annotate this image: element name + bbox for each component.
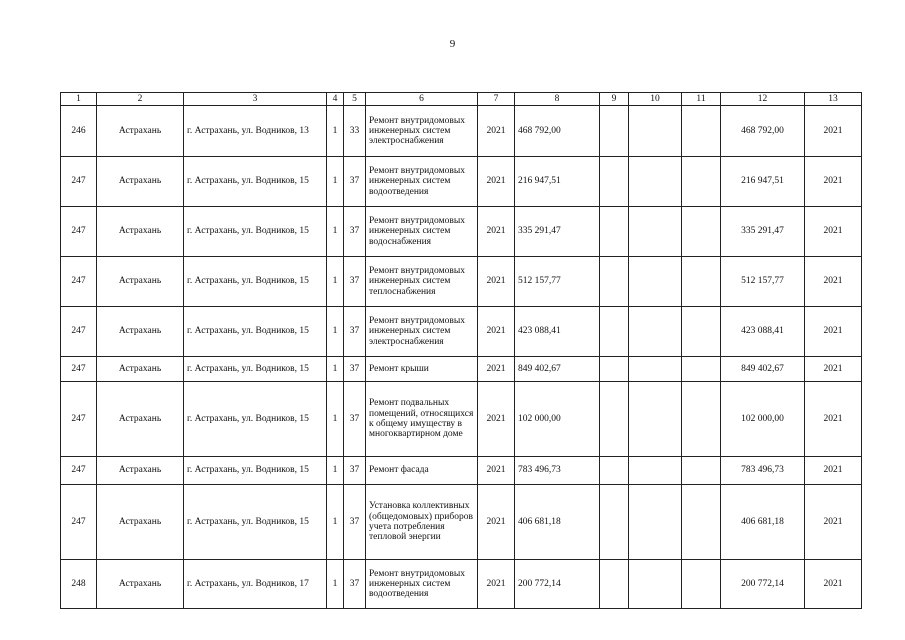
col4-cell: 1 (327, 207, 344, 257)
total-cell: 783 496,73 (721, 457, 805, 485)
amount-cell: 216 947,51 (515, 157, 600, 207)
column-number: 13 (805, 93, 862, 106)
year-cell: 2021 (478, 382, 515, 457)
col4-cell: 1 (327, 357, 344, 382)
column-number: 3 (184, 93, 327, 106)
year-cell: 2021 (478, 485, 515, 560)
address-cell: г. Астрахань, ул. Водников, 15 (184, 485, 327, 560)
table-row (61, 207, 862, 257)
col5-cell: 37 (344, 207, 366, 257)
work-type-cell: Ремонт внутридомовых инженерных систем водоотведения (366, 157, 478, 207)
table-row (61, 382, 862, 457)
amount-cell: 335 291,47 (515, 207, 600, 257)
col11-cell (682, 457, 721, 485)
col10-cell (629, 485, 682, 560)
col9-cell (600, 457, 629, 485)
amount-cell: 783 496,73 (515, 457, 600, 485)
total-cell: 512 157,77 (721, 257, 805, 307)
col5-cell: 37 (344, 157, 366, 207)
year-cell: 2021 (478, 207, 515, 257)
col11-cell (682, 207, 721, 257)
city-cell: Астрахань (97, 106, 184, 157)
col5-cell: 37 (344, 357, 366, 382)
total-cell: 200 772,14 (721, 560, 805, 609)
col11-cell (682, 106, 721, 157)
city-cell: Астрахань (97, 307, 184, 357)
address-cell: г. Астрахань, ул. Водников, 15 (184, 382, 327, 457)
end-year-cell: 2021 (805, 307, 862, 357)
work-type-cell: Установка коллективных (общедомовых) приборов учета потребления тепловой энергии (366, 485, 478, 560)
col11-cell (682, 307, 721, 357)
col10-cell (629, 307, 682, 357)
col9-cell (600, 382, 629, 457)
work-type-cell: Ремонт внутридомовых инженерных систем теплоснабжения (366, 257, 478, 307)
col9-cell (600, 485, 629, 560)
col4-cell: 1 (327, 382, 344, 457)
col4-cell: 1 (327, 307, 344, 357)
address-cell: г. Астрахань, ул. Водников, 17 (184, 560, 327, 609)
end-year-cell: 2021 (805, 382, 862, 457)
col5-cell: 33 (344, 106, 366, 157)
year-cell: 2021 (478, 560, 515, 609)
column-number: 8 (515, 93, 600, 106)
table-row (61, 257, 862, 307)
city-cell: Астрахань (97, 457, 184, 485)
col9-cell (600, 560, 629, 609)
address-cell: г. Астрахань, ул. Водников, 13 (184, 106, 327, 157)
col10-cell (629, 207, 682, 257)
amount-cell: 406 681,18 (515, 485, 600, 560)
address-cell: г. Астрахань, ул. Водников, 15 (184, 307, 327, 357)
col4-cell: 1 (327, 485, 344, 560)
capital-repair-table (60, 92, 862, 609)
city-cell: Астрахань (97, 357, 184, 382)
col5-cell: 37 (344, 257, 366, 307)
total-cell: 335 291,47 (721, 207, 805, 257)
city-cell: Астрахань (97, 257, 184, 307)
address-cell: г. Астрахань, ул. Водников, 15 (184, 457, 327, 485)
table-row (61, 106, 862, 157)
column-number: 1 (61, 93, 97, 106)
row-number: 247 (61, 307, 97, 357)
total-cell: 468 792,00 (721, 106, 805, 157)
city-cell: Астрахань (97, 560, 184, 609)
work-type-cell: Ремонт внутридомовых инженерных систем электроснабжения (366, 307, 478, 357)
col10-cell (629, 560, 682, 609)
work-type-cell: Ремонт фасада (366, 457, 478, 485)
column-number: 7 (478, 93, 515, 106)
col11-cell (682, 257, 721, 307)
end-year-cell: 2021 (805, 157, 862, 207)
col11-cell (682, 560, 721, 609)
end-year-cell: 2021 (805, 207, 862, 257)
column-number: 2 (97, 93, 184, 106)
total-cell: 406 681,18 (721, 485, 805, 560)
col9-cell (600, 157, 629, 207)
amount-cell: 102 000,00 (515, 382, 600, 457)
col10-cell (629, 106, 682, 157)
table-row (61, 457, 862, 485)
table-row (61, 157, 862, 207)
column-number: 4 (327, 93, 344, 106)
page-number: 9 (449, 38, 456, 50)
col10-cell (629, 457, 682, 485)
col5-cell: 37 (344, 307, 366, 357)
table-row (61, 485, 862, 560)
year-cell: 2021 (478, 157, 515, 207)
row-number: 247 (61, 257, 97, 307)
col11-cell (682, 485, 721, 560)
col10-cell (629, 357, 682, 382)
city-cell: Астрахань (97, 382, 184, 457)
column-number: 11 (682, 93, 721, 106)
table-row (61, 307, 862, 357)
amount-cell: 849 402,67 (515, 357, 600, 382)
address-cell: г. Астрахань, ул. Водников, 15 (184, 207, 327, 257)
col9-cell (600, 357, 629, 382)
end-year-cell: 2021 (805, 106, 862, 157)
row-number: 247 (61, 157, 97, 207)
year-cell: 2021 (478, 457, 515, 485)
amount-cell: 512 157,77 (515, 257, 600, 307)
column-number: 12 (721, 93, 805, 106)
table-row (61, 357, 862, 382)
col4-cell: 1 (327, 106, 344, 157)
col5-cell: 37 (344, 457, 366, 485)
work-type-cell: Ремонт внутридомовых инженерных систем водоснабжения (366, 207, 478, 257)
table-row (61, 560, 862, 609)
col10-cell (629, 257, 682, 307)
row-number: 248 (61, 560, 97, 609)
work-type-cell: Ремонт внутридомовых инженерных систем электроснабжения (366, 106, 478, 157)
column-number: 9 (600, 93, 629, 106)
work-type-cell: Ремонт подвальных помещений, относящихся к общему имуществу в многоквартирном доме (366, 382, 478, 457)
row-number: 246 (61, 106, 97, 157)
work-type-cell: Ремонт крыши (366, 357, 478, 382)
end-year-cell: 2021 (805, 560, 862, 609)
col5-cell: 37 (344, 382, 366, 457)
table-body (61, 106, 862, 609)
column-number: 5 (344, 93, 366, 106)
amount-cell: 468 792,00 (515, 106, 600, 157)
total-cell: 423 088,41 (721, 307, 805, 357)
year-cell: 2021 (478, 307, 515, 357)
year-cell: 2021 (478, 106, 515, 157)
end-year-cell: 2021 (805, 357, 862, 382)
col11-cell (682, 382, 721, 457)
address-cell: г. Астрахань, ул. Водников, 15 (184, 157, 327, 207)
col9-cell (600, 207, 629, 257)
col9-cell (600, 307, 629, 357)
amount-cell: 200 772,14 (515, 560, 600, 609)
work-type-cell: Ремонт внутридомовых инженерных систем водоотведения (366, 560, 478, 609)
end-year-cell: 2021 (805, 457, 862, 485)
row-number: 247 (61, 485, 97, 560)
row-number: 247 (61, 457, 97, 485)
city-cell: Астрахань (97, 207, 184, 257)
amount-cell: 423 088,41 (515, 307, 600, 357)
total-cell: 216 947,51 (721, 157, 805, 207)
total-cell: 102 000,00 (721, 382, 805, 457)
col4-cell: 1 (327, 157, 344, 207)
col4-cell: 1 (327, 560, 344, 609)
row-number: 247 (61, 382, 97, 457)
column-number: 10 (629, 93, 682, 106)
city-cell: Астрахань (97, 485, 184, 560)
end-year-cell: 2021 (805, 257, 862, 307)
col5-cell: 37 (344, 485, 366, 560)
col4-cell: 1 (327, 457, 344, 485)
col5-cell: 37 (344, 560, 366, 609)
col9-cell (600, 106, 629, 157)
year-cell: 2021 (478, 257, 515, 307)
col11-cell (682, 157, 721, 207)
column-number: 6 (366, 93, 478, 106)
col10-cell (629, 382, 682, 457)
col9-cell (600, 257, 629, 307)
city-cell: Астрахань (97, 157, 184, 207)
address-cell: г. Астрахань, ул. Водников, 15 (184, 257, 327, 307)
col11-cell (682, 357, 721, 382)
address-cell: г. Астрахань, ул. Водников, 15 (184, 357, 327, 382)
year-cell: 2021 (478, 357, 515, 382)
col4-cell: 1 (327, 257, 344, 307)
row-number: 247 (61, 357, 97, 382)
col10-cell (629, 157, 682, 207)
total-cell: 849 402,67 (721, 357, 805, 382)
end-year-cell: 2021 (805, 485, 862, 560)
column-number-row (61, 93, 862, 106)
row-number: 247 (61, 207, 97, 257)
